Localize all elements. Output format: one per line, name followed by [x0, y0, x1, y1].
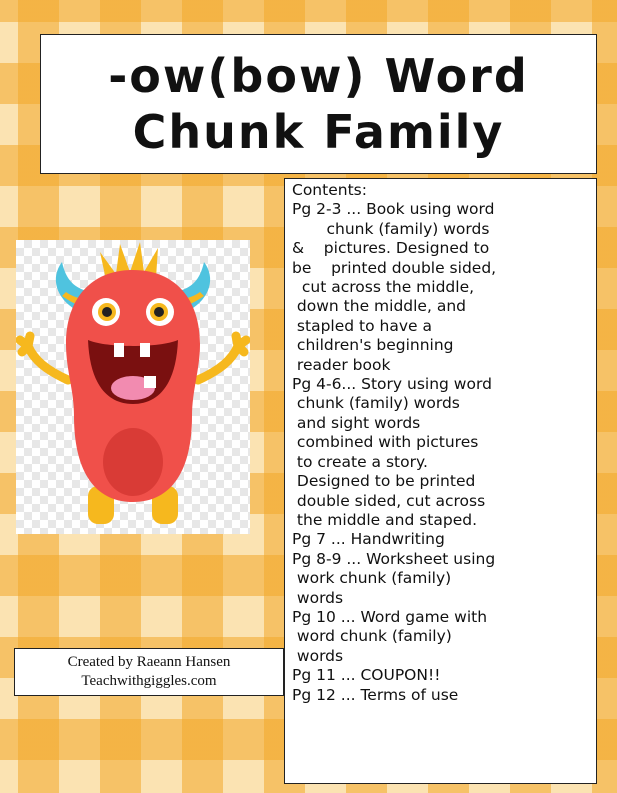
monster-right-arm — [198, 336, 246, 380]
monster-belly — [103, 428, 163, 496]
monster-illustration-panel — [16, 240, 250, 534]
monster-right-pupil — [154, 307, 164, 317]
contents-line: down the middle, and — [292, 297, 466, 316]
monster-tooth-left — [114, 343, 124, 357]
contents-line: Pg 4-6... Story using word — [292, 375, 492, 394]
monster-left-arm — [20, 336, 68, 380]
website-link: Teachwithgiggles.com — [81, 673, 217, 689]
contents-line: chunk (family) words — [292, 394, 460, 413]
contents-line: Pg 12 ... Terms of use — [292, 685, 459, 704]
contents-line: Pg 10 ... Word game with — [292, 607, 488, 626]
contents-box — [284, 178, 597, 784]
contents-line: work chunk (family) — [292, 569, 452, 588]
contents-line: stapled to have a — [292, 316, 432, 335]
contents-line: be printed double sided, — [292, 258, 497, 277]
contents-line: combined with pictures — [292, 433, 479, 452]
contents-line: children's beginning — [292, 336, 454, 355]
title-box — [40, 34, 597, 174]
monster-bottom-tooth — [144, 376, 156, 388]
creator-name: Created by Raeann Hansen — [67, 654, 231, 670]
title-line-1: -ow(bow) Word — [108, 49, 529, 103]
monster-left-pupil — [102, 307, 112, 317]
contents-line: and sight words — [292, 413, 421, 432]
contents-line: Pg 7 ... Handwriting — [292, 530, 445, 549]
monster-tooth-right — [140, 343, 150, 357]
contents-line: the middle and staped. — [292, 510, 478, 529]
contents-line: Pg 2-3 ... Book using word — [292, 200, 495, 219]
contents-line: Pg 8-9 ... Worksheet using — [292, 549, 496, 568]
contents-line: reader book — [292, 355, 391, 374]
contents-line: to create a story. — [292, 452, 428, 471]
title-line-2: Chunk Family — [132, 105, 505, 159]
contents-line: words — [292, 646, 344, 665]
contents-line: Designed to be printed — [292, 472, 476, 491]
contents-line: words — [292, 588, 344, 607]
contents-line: & pictures. Designed to — [292, 239, 490, 258]
red-monster-illustration — [16, 240, 250, 534]
contents-heading: Contents: — [292, 181, 367, 199]
contents-line: cut across the middle, — [292, 278, 475, 297]
contents-line: word chunk (family) — [292, 627, 452, 646]
contents-line: chunk (family) words — [292, 219, 490, 238]
contents-line: Pg 11 ... COUPON!! — [292, 666, 441, 685]
credit-box — [14, 648, 284, 696]
contents-line: double sided, cut across — [292, 491, 486, 510]
